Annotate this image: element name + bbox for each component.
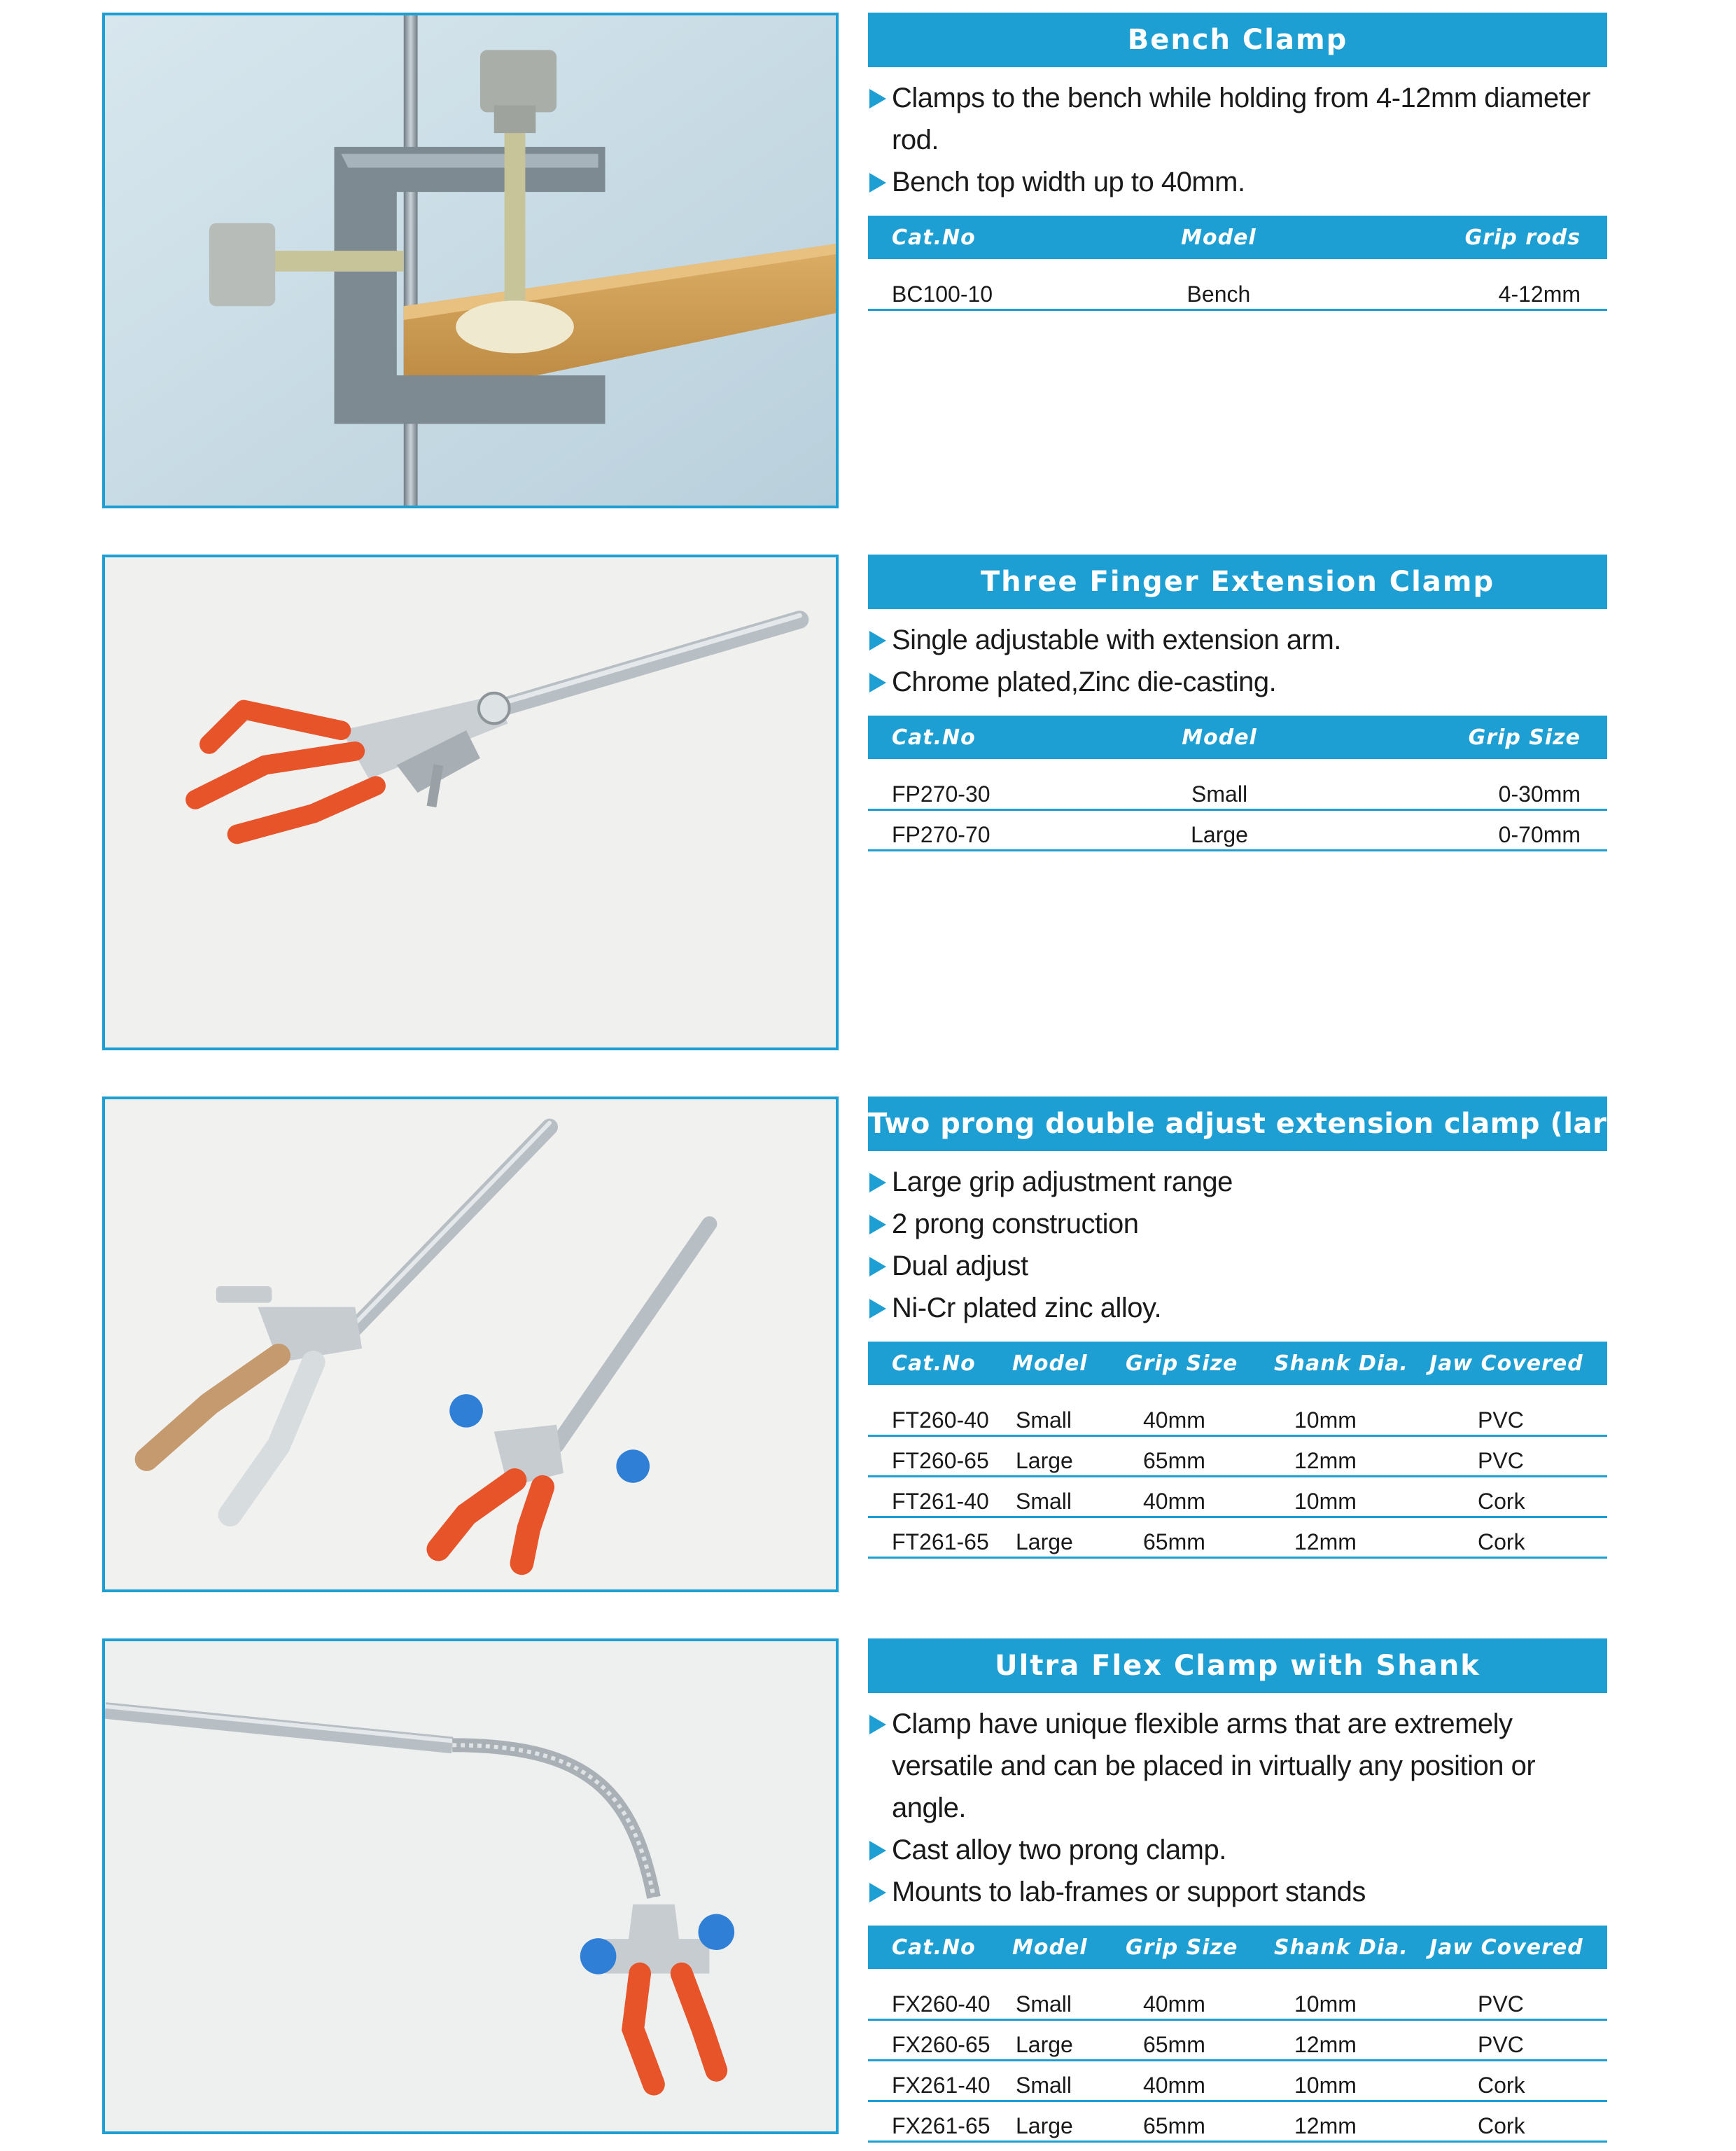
feature-item: Mounts to lab-frames or support stands xyxy=(868,1871,1607,1913)
bench-clamp-info xyxy=(868,13,1607,311)
column-header: Model xyxy=(1137,216,1301,259)
column-header: Shank Dia. xyxy=(1273,1926,1429,1969)
table-row: FX261-40 Small 40mm 10mm Cork xyxy=(868,2061,1607,2101)
column-header: Cat.No xyxy=(868,216,1137,259)
bench-clamp-features xyxy=(868,77,1607,203)
feature-item: Bench top width up to 40mm. xyxy=(868,161,1607,203)
ultra-flex-clamp-features xyxy=(868,1703,1607,1913)
feature-item: Ni-Cr plated zinc alloy. xyxy=(868,1287,1607,1329)
feature-item: Single adjustable with extension arm. xyxy=(868,619,1607,661)
table-row: FT261-65 Large 65mm 12mm Cork xyxy=(868,1517,1607,1558)
table-row: FP270-30 Small 0-30mm xyxy=(868,770,1607,810)
ultra-flex-clamp-info xyxy=(868,1638,1607,2143)
column-header: Jaw Covered xyxy=(1429,1926,1607,1969)
column-header: Grip Size xyxy=(1303,716,1607,759)
two-prong-clamp-photo xyxy=(102,1097,839,1592)
table-row: FX261-65 Large 65mm 12mm Cork xyxy=(868,2101,1607,2142)
table-row: FX260-65 Large 65mm 12mm PVC xyxy=(868,2020,1607,2061)
two-prong-clamp-spec-table xyxy=(868,1342,1607,1559)
feature-item: Cast alloy two prong clamp. xyxy=(868,1829,1607,1871)
column-header: Shank Dia. xyxy=(1273,1342,1429,1385)
bench-clamp-spec-table xyxy=(868,216,1607,311)
triangle-bullet-icon xyxy=(869,1257,886,1276)
triangle-bullet-icon xyxy=(869,1841,886,1860)
ultra-flex-clamp-spec-table xyxy=(868,1926,1607,2143)
two-prong-clamp-title: Two prong double adjust extension clamp (large ) xyxy=(868,1097,1607,1151)
table-row: FT260-40 Small 40mm 10mm PVC xyxy=(868,1396,1607,1436)
feature-item: Chrome plated,Zinc die-casting. xyxy=(868,661,1607,703)
feature-item: Clamps to the bench while holding from 4-12mm diameter rod. xyxy=(868,77,1607,161)
column-header: Cat.No xyxy=(868,1342,1011,1385)
triangle-bullet-icon xyxy=(869,1173,886,1192)
feature-item: Large grip adjustment range xyxy=(868,1161,1607,1203)
column-header: Grip rods xyxy=(1301,216,1607,259)
feature-item: Clamp have unique flexible arms that are extremely versatile and can be placed in virtually any position or angle. xyxy=(868,1703,1607,1829)
column-header: Cat.No xyxy=(868,716,1136,759)
two-prong-clamp-features xyxy=(868,1161,1607,1329)
ultra-flex-clamp-title: Ultra Flex Clamp with Shank xyxy=(868,1638,1607,1693)
triangle-bullet-icon xyxy=(869,1299,886,1318)
table-row: BC100-10 Bench 4-12mm xyxy=(868,270,1607,310)
bench-clamp-title: Bench Clamp xyxy=(868,13,1607,67)
table-row: FT260-65 Large 65mm 12mm PVC xyxy=(868,1436,1607,1477)
feature-item: Dual adjust xyxy=(868,1245,1607,1287)
two-prong-clamp-info xyxy=(868,1097,1670,1559)
three-finger-clamp-info xyxy=(868,555,1607,851)
triangle-bullet-icon xyxy=(869,89,886,109)
bench-clamp-photo xyxy=(102,13,839,508)
column-header: Model xyxy=(1136,716,1303,759)
triangle-bullet-icon xyxy=(869,1715,886,1734)
feature-item: 2 prong construction xyxy=(868,1203,1607,1245)
triangle-bullet-icon xyxy=(869,173,886,193)
triangle-bullet-icon xyxy=(869,1215,886,1234)
three-finger-clamp-title: Three Finger Extension Clamp xyxy=(868,555,1607,609)
three-finger-clamp-spec-table xyxy=(868,716,1607,851)
triangle-bullet-icon xyxy=(869,673,886,692)
column-header: Cat.No xyxy=(868,1926,1011,1969)
column-header: Model xyxy=(1011,1926,1125,1969)
triangle-bullet-icon xyxy=(869,631,886,650)
triangle-bullet-icon xyxy=(869,1883,886,1902)
table-row: FX260-40 Small 40mm 10mm PVC xyxy=(868,1980,1607,2020)
table-row: FP270-70 Large 0-70mm xyxy=(868,810,1607,851)
column-header: Grip Size xyxy=(1125,1926,1273,1969)
three-finger-clamp-features xyxy=(868,619,1607,703)
ultra-flex-clamp-photo xyxy=(102,1638,839,2134)
column-header: Jaw Covered xyxy=(1429,1342,1607,1385)
three-finger-clamp-photo xyxy=(102,555,839,1050)
column-header: Model xyxy=(1011,1342,1125,1385)
table-row: FT261-40 Small 40mm 10mm Cork xyxy=(868,1477,1607,1517)
column-header: Grip Size xyxy=(1125,1342,1273,1385)
